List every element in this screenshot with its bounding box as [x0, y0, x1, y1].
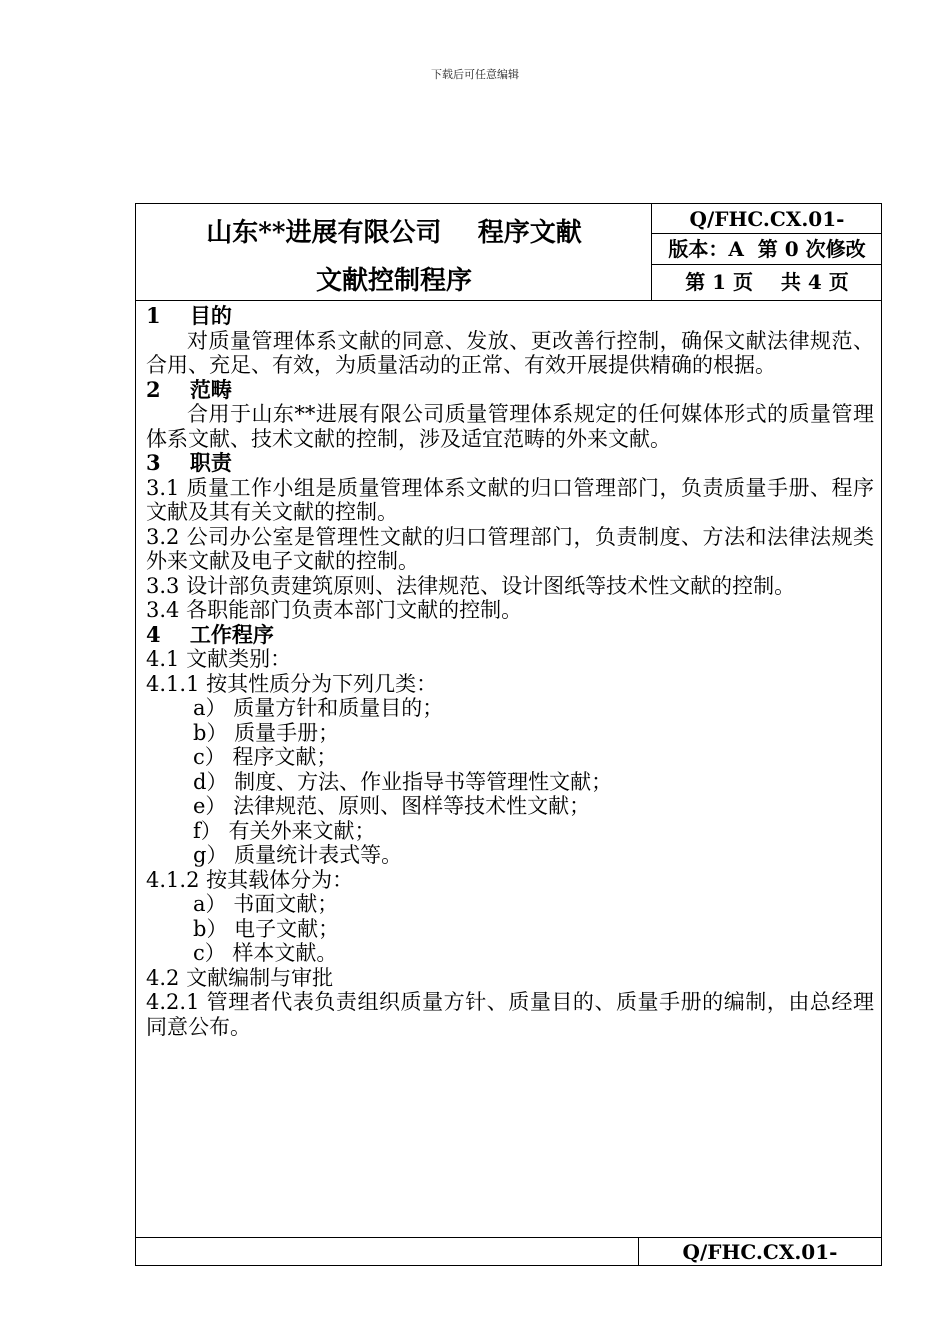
list-item: d） 制度、方法、作业指导书等管理性文献； [193, 769, 613, 794]
list-item: g） 质量统计表式等。 [193, 843, 403, 867]
footer-doc-code: Q/FHC.CX.01- [682, 1240, 838, 1264]
list-item: a） 质量方针和质量目的； [193, 696, 444, 720]
paragraph-approval: 4.2.1 管理者代表负责组织质量方针、质量目的、质量手册的编制，由总经理同意公布。 [146, 990, 874, 1039]
section-heading-scope: 2 范畴 [146, 376, 232, 402]
document-frame [135, 203, 882, 1266]
list-item: c） 样本文献。 [193, 941, 338, 965]
subsection-heading: 4.2 文献编制与审批 [146, 965, 334, 990]
header-info-cell [652, 204, 882, 300]
list-item: f） 有关外来文献； [193, 818, 376, 843]
subsection-heading: 4.1.1 按其性质分为下列几类： [146, 671, 438, 696]
subsection-heading: 4.1.2 按其载体分为： [146, 867, 354, 892]
subsection-heading: 4.1 文献类别： [146, 647, 292, 671]
list-item: b） 电子文献； [193, 916, 340, 941]
section-heading-procedure: 4 工作程序 [146, 621, 274, 647]
section-heading-duties: 3 职责 [146, 450, 232, 475]
duty-item: 3.1 质量工作小组是质量管理体系文献的归口管理部门，负责质量手册、程序文献及其有关文献的控制。 [146, 475, 874, 524]
page-info: 第 1 页 共 4 页 [685, 270, 849, 294]
duty-item: 3.2 公司办公室是管理性文献的归口管理部门，负责制度、方法和法律法规类外来文献及电子文献的控制。 [146, 524, 874, 573]
list-item: a） 书面文献； [193, 892, 339, 916]
list-item: b） 质量手册； [193, 720, 340, 745]
duty-item: 3.3 设计部负责建筑原则、法律规范、设计图纸等技术性文献的控制。 [146, 573, 796, 598]
header-title-cell [136, 204, 652, 300]
watermark-text: 下载后可任意编辑 [431, 68, 519, 81]
list-item: c） 程序文献； [193, 745, 338, 769]
document-body [146, 304, 874, 1039]
company-line: 山东**进展有限公司 程序文献 [206, 218, 582, 248]
duty-item: 3.4 各职能部门负责本部门文献的控制。 [146, 598, 523, 622]
list-item: e） 法律规范、原则、图样等技术性文献； [193, 794, 591, 818]
footer-blank-cell [136, 1237, 639, 1265]
doc-code: Q/FHC.CX.01- [652, 204, 882, 234]
version-info: 版本：A 第 0 次修改 [652, 234, 882, 265]
paragraph-scope: 合用于山东**进展有限公司质量管理体系规定的任何媒体形式的质量管理体系文献、技术文献的控制，涉及适宜范畴的外来文献。 [146, 402, 874, 451]
document-title: 文献控制程序 [315, 266, 472, 296]
header-divider [136, 300, 881, 301]
paragraph-purpose: 对质量管理体系文献的同意、发放、更改善行控制，确保文献法律规范、合用、充足、有效，为质量活动的正常、有效开展提供精确的根据。 [146, 328, 874, 377]
section-heading-purpose: 1 目的 [146, 303, 232, 328]
